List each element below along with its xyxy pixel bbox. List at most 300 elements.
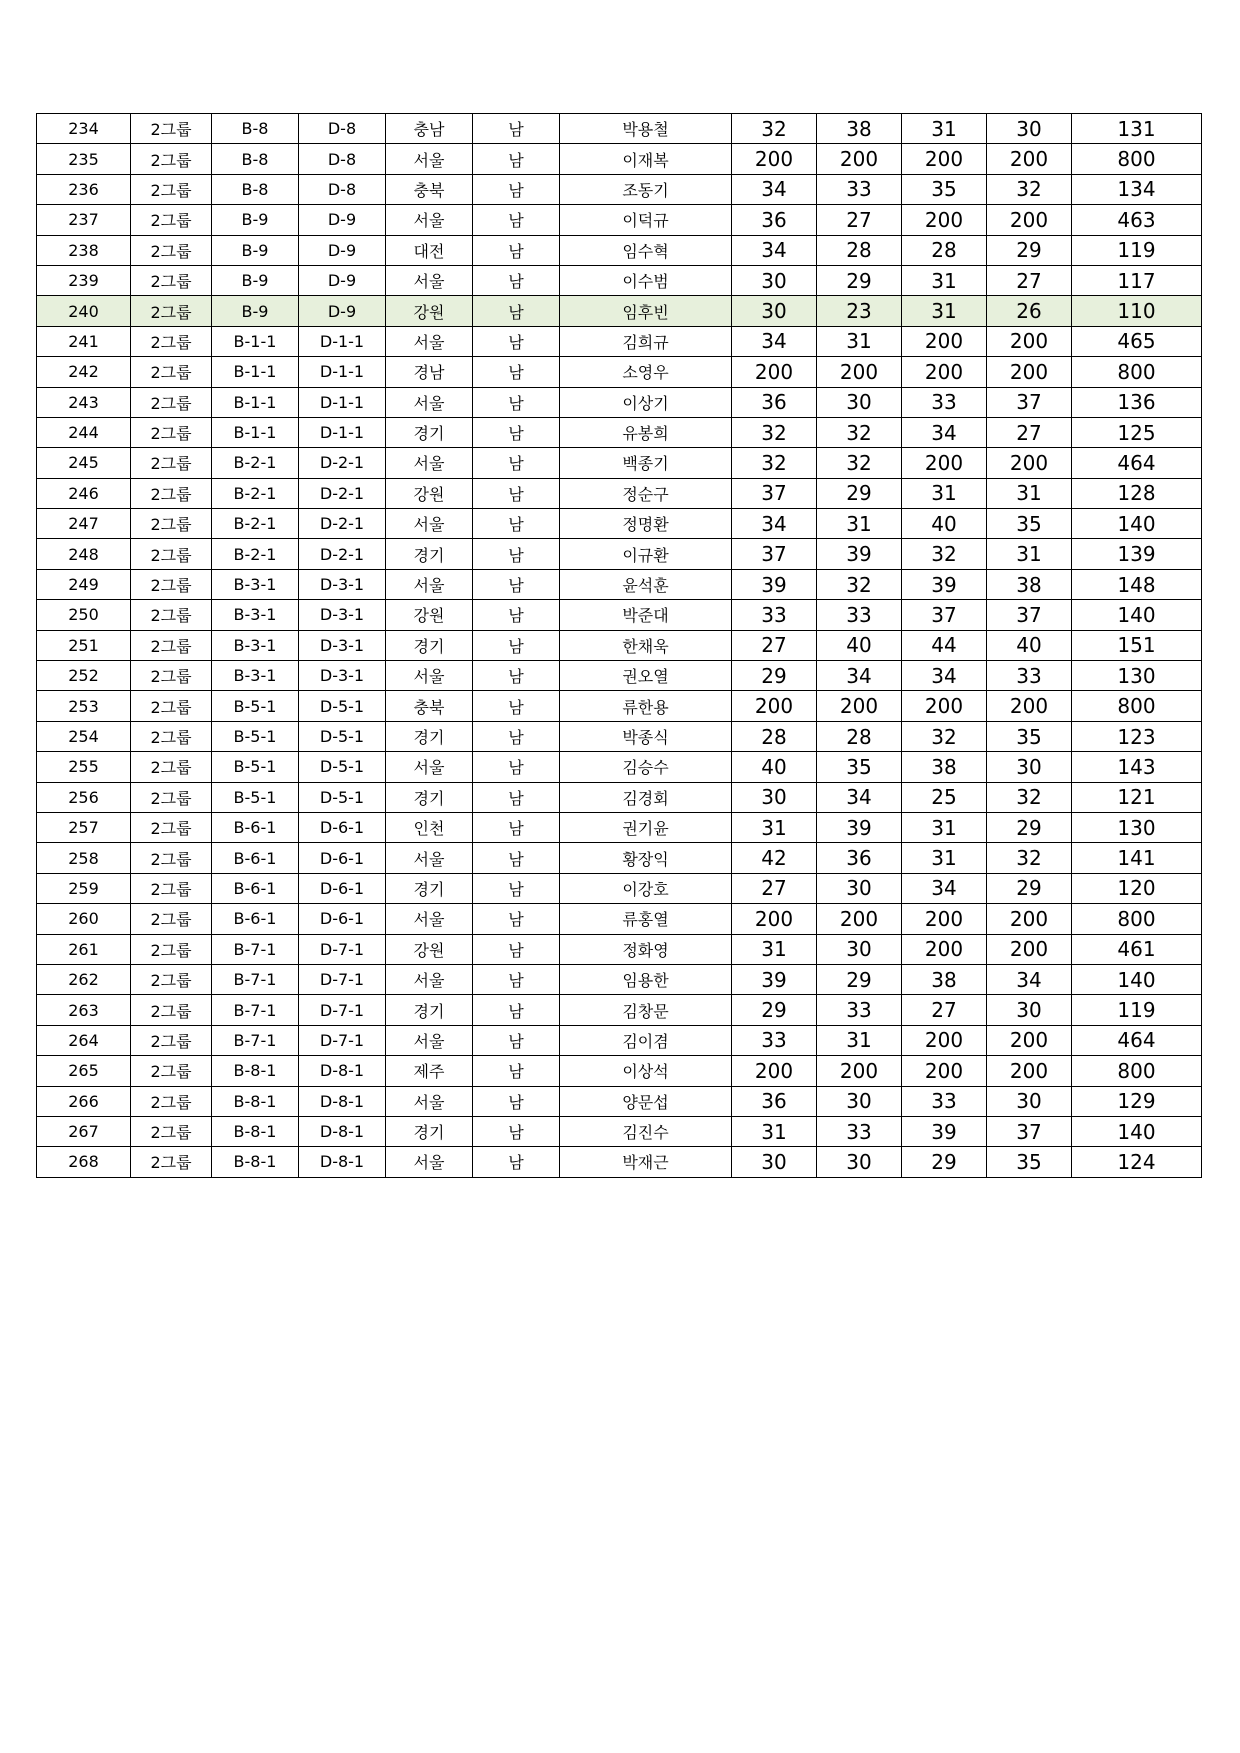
b-code-cell: B-8 — [212, 114, 299, 144]
table-row — [37, 1147, 1202, 1177]
region-cell: 경기 — [386, 417, 473, 447]
name-cell: 백종기 — [560, 448, 732, 478]
round4-score-cell: 30 — [987, 995, 1072, 1025]
table-row — [37, 752, 1202, 782]
region-cell: 강원 — [386, 478, 473, 508]
round3-score-cell: 33 — [902, 387, 987, 417]
round3-score-cell: 34 — [902, 873, 987, 903]
round3-score-cell: 200 — [902, 904, 987, 934]
round2-score-cell: 31 — [817, 1025, 902, 1055]
round1-score-cell: 31 — [732, 1116, 817, 1146]
b-code-cell: B-6-1 — [212, 904, 299, 934]
round4-score-cell: 30 — [987, 752, 1072, 782]
d-code-cell: D-8-1 — [299, 1056, 386, 1086]
round2-score-cell: 39 — [817, 539, 902, 569]
total-score-cell: 121 — [1072, 782, 1202, 812]
round3-score-cell: 28 — [902, 235, 987, 265]
round3-score-cell: 31 — [902, 843, 987, 873]
round3-score-cell: 34 — [902, 661, 987, 691]
group-cell: 2그룹 — [131, 235, 212, 265]
table-row — [37, 600, 1202, 630]
round1-score-cell: 29 — [732, 661, 817, 691]
region-cell: 서울 — [386, 205, 473, 235]
d-code-cell: D-6-1 — [299, 873, 386, 903]
round3-score-cell: 44 — [902, 630, 987, 660]
round2-score-cell: 29 — [817, 478, 902, 508]
group-cell: 2그룹 — [131, 296, 212, 326]
row-number-cell: 255 — [37, 752, 131, 782]
round2-score-cell: 28 — [817, 721, 902, 751]
gender-cell: 남 — [473, 296, 560, 326]
row-number-cell: 253 — [37, 691, 131, 721]
region-cell: 경기 — [386, 1116, 473, 1146]
d-code-cell: D-1-1 — [299, 417, 386, 447]
name-cell: 소영우 — [560, 357, 732, 387]
table-row — [37, 326, 1202, 356]
group-cell: 2그룹 — [131, 691, 212, 721]
gender-cell: 남 — [473, 873, 560, 903]
row-number-cell: 258 — [37, 843, 131, 873]
round2-score-cell: 23 — [817, 296, 902, 326]
table-row — [37, 174, 1202, 204]
region-cell: 강원 — [386, 600, 473, 630]
table-row — [37, 630, 1202, 660]
region-cell: 경기 — [386, 721, 473, 751]
round4-score-cell: 200 — [987, 205, 1072, 235]
table-row — [37, 1086, 1202, 1116]
gender-cell: 남 — [473, 1025, 560, 1055]
gender-cell: 남 — [473, 174, 560, 204]
round4-score-cell: 34 — [987, 964, 1072, 994]
gender-cell: 남 — [473, 357, 560, 387]
group-cell: 2그룹 — [131, 812, 212, 842]
round4-score-cell: 200 — [987, 1025, 1072, 1055]
round1-score-cell: 33 — [732, 1025, 817, 1055]
round3-score-cell: 200 — [902, 448, 987, 478]
row-number-cell: 247 — [37, 509, 131, 539]
region-cell: 서울 — [386, 1086, 473, 1116]
d-code-cell: D-8-1 — [299, 1147, 386, 1177]
gender-cell: 남 — [473, 630, 560, 660]
gender-cell: 남 — [473, 1116, 560, 1146]
total-score-cell: 800 — [1072, 1056, 1202, 1086]
total-score-cell: 134 — [1072, 174, 1202, 204]
round3-score-cell: 200 — [902, 1056, 987, 1086]
group-cell: 2그룹 — [131, 630, 212, 660]
name-cell: 류한용 — [560, 691, 732, 721]
group-cell: 2그룹 — [131, 144, 212, 174]
total-score-cell: 140 — [1072, 600, 1202, 630]
round1-score-cell: 30 — [732, 782, 817, 812]
round3-score-cell: 27 — [902, 995, 987, 1025]
table-row — [37, 812, 1202, 842]
row-number-cell: 237 — [37, 205, 131, 235]
total-score-cell: 130 — [1072, 812, 1202, 842]
name-cell: 조동기 — [560, 174, 732, 204]
d-code-cell: D-8 — [299, 114, 386, 144]
row-number-cell: 238 — [37, 235, 131, 265]
gender-cell: 남 — [473, 782, 560, 812]
round3-score-cell: 200 — [902, 144, 987, 174]
b-code-cell: B-8-1 — [212, 1056, 299, 1086]
group-cell: 2그룹 — [131, 448, 212, 478]
group-cell: 2그룹 — [131, 205, 212, 235]
d-code-cell: D-1-1 — [299, 326, 386, 356]
d-code-cell: D-3-1 — [299, 569, 386, 599]
gender-cell: 남 — [473, 995, 560, 1025]
d-code-cell: D-3-1 — [299, 630, 386, 660]
name-cell: 임후빈 — [560, 296, 732, 326]
round1-score-cell: 29 — [732, 995, 817, 1025]
total-score-cell: 140 — [1072, 1116, 1202, 1146]
d-code-cell: D-5-1 — [299, 782, 386, 812]
name-cell: 윤석훈 — [560, 569, 732, 599]
round1-score-cell: 27 — [732, 630, 817, 660]
round3-score-cell: 38 — [902, 752, 987, 782]
table-row — [37, 144, 1202, 174]
round2-score-cell: 29 — [817, 265, 902, 295]
round3-score-cell: 39 — [902, 1116, 987, 1146]
region-cell: 충남 — [386, 114, 473, 144]
round4-score-cell: 35 — [987, 509, 1072, 539]
row-number-cell: 267 — [37, 1116, 131, 1146]
d-code-cell: D-5-1 — [299, 752, 386, 782]
total-score-cell: 136 — [1072, 387, 1202, 417]
d-code-cell: D-2-1 — [299, 509, 386, 539]
round1-score-cell: 32 — [732, 448, 817, 478]
group-cell: 2그룹 — [131, 600, 212, 630]
group-cell: 2그룹 — [131, 873, 212, 903]
round1-score-cell: 27 — [732, 873, 817, 903]
round4-score-cell: 200 — [987, 934, 1072, 964]
group-cell: 2그룹 — [131, 539, 212, 569]
round2-score-cell: 34 — [817, 782, 902, 812]
table-row — [37, 448, 1202, 478]
gender-cell: 남 — [473, 934, 560, 964]
name-cell: 김승수 — [560, 752, 732, 782]
row-number-cell: 239 — [37, 265, 131, 295]
group-cell: 2그룹 — [131, 1147, 212, 1177]
round4-score-cell: 29 — [987, 812, 1072, 842]
round3-score-cell: 31 — [902, 114, 987, 144]
round1-score-cell: 36 — [732, 387, 817, 417]
name-cell: 황장익 — [560, 843, 732, 873]
round3-score-cell: 32 — [902, 721, 987, 751]
d-code-cell: D-2-1 — [299, 478, 386, 508]
round3-score-cell: 25 — [902, 782, 987, 812]
gender-cell: 남 — [473, 144, 560, 174]
group-cell: 2그룹 — [131, 782, 212, 812]
row-number-cell: 260 — [37, 904, 131, 934]
region-cell: 경기 — [386, 995, 473, 1025]
region-cell: 충북 — [386, 691, 473, 721]
group-cell: 2그룹 — [131, 417, 212, 447]
round1-score-cell: 31 — [732, 812, 817, 842]
round3-score-cell: 31 — [902, 296, 987, 326]
b-code-cell: B-5-1 — [212, 721, 299, 751]
row-number-cell: 243 — [37, 387, 131, 417]
row-number-cell: 249 — [37, 569, 131, 599]
b-code-cell: B-2-1 — [212, 509, 299, 539]
d-code-cell: D-8-1 — [299, 1116, 386, 1146]
name-cell: 박준대 — [560, 600, 732, 630]
total-score-cell: 125 — [1072, 417, 1202, 447]
b-code-cell: B-9 — [212, 205, 299, 235]
round1-score-cell: 39 — [732, 964, 817, 994]
round4-score-cell: 35 — [987, 721, 1072, 751]
round2-score-cell: 200 — [817, 904, 902, 934]
gender-cell: 남 — [473, 387, 560, 417]
round4-score-cell: 31 — [987, 478, 1072, 508]
round2-score-cell: 28 — [817, 235, 902, 265]
total-score-cell: 465 — [1072, 326, 1202, 356]
round4-score-cell: 38 — [987, 569, 1072, 599]
d-code-cell: D-9 — [299, 205, 386, 235]
row-number-cell: 245 — [37, 448, 131, 478]
group-cell: 2그룹 — [131, 174, 212, 204]
table-row — [37, 995, 1202, 1025]
b-code-cell: B-5-1 — [212, 782, 299, 812]
group-cell: 2그룹 — [131, 995, 212, 1025]
total-score-cell: 800 — [1072, 691, 1202, 721]
table-row — [37, 873, 1202, 903]
name-cell: 정명환 — [560, 509, 732, 539]
row-number-cell: 240 — [37, 296, 131, 326]
gender-cell: 남 — [473, 1086, 560, 1116]
region-cell: 경기 — [386, 630, 473, 660]
round4-score-cell: 200 — [987, 144, 1072, 174]
name-cell: 이수범 — [560, 265, 732, 295]
round4-score-cell: 32 — [987, 843, 1072, 873]
round4-score-cell: 29 — [987, 873, 1072, 903]
name-cell: 이강호 — [560, 873, 732, 903]
d-code-cell: D-7-1 — [299, 1025, 386, 1055]
table-row — [37, 934, 1202, 964]
d-code-cell: D-9 — [299, 265, 386, 295]
b-code-cell: B-2-1 — [212, 478, 299, 508]
round1-score-cell: 200 — [732, 144, 817, 174]
row-number-cell: 235 — [37, 144, 131, 174]
b-code-cell: B-2-1 — [212, 539, 299, 569]
total-score-cell: 151 — [1072, 630, 1202, 660]
region-cell: 서울 — [386, 448, 473, 478]
group-cell: 2그룹 — [131, 265, 212, 295]
total-score-cell: 110 — [1072, 296, 1202, 326]
round3-score-cell: 29 — [902, 1147, 987, 1177]
round2-score-cell: 30 — [817, 1086, 902, 1116]
b-code-cell: B-7-1 — [212, 964, 299, 994]
b-code-cell: B-8-1 — [212, 1116, 299, 1146]
round2-score-cell: 36 — [817, 843, 902, 873]
total-score-cell: 117 — [1072, 265, 1202, 295]
round1-score-cell: 34 — [732, 174, 817, 204]
total-score-cell: 800 — [1072, 904, 1202, 934]
table-row — [37, 235, 1202, 265]
round4-score-cell: 200 — [987, 904, 1072, 934]
d-code-cell: D-3-1 — [299, 661, 386, 691]
name-cell: 김이겸 — [560, 1025, 732, 1055]
group-cell: 2그룹 — [131, 509, 212, 539]
gender-cell: 남 — [473, 569, 560, 599]
table-row — [37, 417, 1202, 447]
row-number-cell: 246 — [37, 478, 131, 508]
gender-cell: 남 — [473, 691, 560, 721]
gender-cell: 남 — [473, 326, 560, 356]
group-cell: 2그룹 — [131, 904, 212, 934]
round1-score-cell: 34 — [732, 235, 817, 265]
gender-cell: 남 — [473, 509, 560, 539]
total-score-cell: 128 — [1072, 478, 1202, 508]
name-cell: 이상석 — [560, 1056, 732, 1086]
region-cell: 서울 — [386, 1147, 473, 1177]
d-code-cell: D-5-1 — [299, 721, 386, 751]
round2-score-cell: 30 — [817, 387, 902, 417]
name-cell: 박용철 — [560, 114, 732, 144]
round4-score-cell: 32 — [987, 174, 1072, 204]
round3-score-cell: 200 — [902, 1025, 987, 1055]
round2-score-cell: 30 — [817, 873, 902, 903]
b-code-cell: B-1-1 — [212, 326, 299, 356]
group-cell: 2그룹 — [131, 1025, 212, 1055]
b-code-cell: B-1-1 — [212, 387, 299, 417]
total-score-cell: 140 — [1072, 509, 1202, 539]
round2-score-cell: 200 — [817, 357, 902, 387]
b-code-cell: B-8-1 — [212, 1147, 299, 1177]
row-number-cell: 236 — [37, 174, 131, 204]
row-number-cell: 234 — [37, 114, 131, 144]
region-cell: 서울 — [386, 904, 473, 934]
round4-score-cell: 37 — [987, 387, 1072, 417]
total-score-cell: 129 — [1072, 1086, 1202, 1116]
table-row — [37, 569, 1202, 599]
round1-score-cell: 200 — [732, 357, 817, 387]
d-code-cell: D-1-1 — [299, 357, 386, 387]
gender-cell: 남 — [473, 539, 560, 569]
round1-score-cell: 30 — [732, 296, 817, 326]
b-code-cell: B-8 — [212, 144, 299, 174]
round3-score-cell: 34 — [902, 417, 987, 447]
table-row — [37, 964, 1202, 994]
gender-cell: 남 — [473, 235, 560, 265]
d-code-cell: D-7-1 — [299, 934, 386, 964]
row-number-cell: 256 — [37, 782, 131, 812]
b-code-cell: B-7-1 — [212, 934, 299, 964]
round1-score-cell: 32 — [732, 417, 817, 447]
gender-cell: 남 — [473, 661, 560, 691]
region-cell: 제주 — [386, 1056, 473, 1086]
round3-score-cell: 35 — [902, 174, 987, 204]
round4-score-cell: 37 — [987, 1116, 1072, 1146]
row-number-cell: 265 — [37, 1056, 131, 1086]
gender-cell: 남 — [473, 448, 560, 478]
group-cell: 2그룹 — [131, 1056, 212, 1086]
row-number-cell: 268 — [37, 1147, 131, 1177]
region-cell: 충북 — [386, 174, 473, 204]
b-code-cell: B-8-1 — [212, 1086, 299, 1116]
round1-score-cell: 32 — [732, 114, 817, 144]
b-code-cell: B-7-1 — [212, 1025, 299, 1055]
gender-cell: 남 — [473, 417, 560, 447]
name-cell: 권오열 — [560, 661, 732, 691]
round2-score-cell: 38 — [817, 114, 902, 144]
round2-score-cell: 34 — [817, 661, 902, 691]
row-number-cell: 259 — [37, 873, 131, 903]
round1-score-cell: 200 — [732, 1056, 817, 1086]
gender-cell: 남 — [473, 1147, 560, 1177]
round4-score-cell: 27 — [987, 417, 1072, 447]
gender-cell: 남 — [473, 205, 560, 235]
gender-cell: 남 — [473, 1056, 560, 1086]
b-code-cell: B-9 — [212, 235, 299, 265]
d-code-cell: D-6-1 — [299, 812, 386, 842]
row-number-cell: 251 — [37, 630, 131, 660]
round1-score-cell: 30 — [732, 1147, 817, 1177]
round2-score-cell: 32 — [817, 569, 902, 599]
b-code-cell: B-9 — [212, 265, 299, 295]
round4-score-cell: 32 — [987, 782, 1072, 812]
table-row — [37, 843, 1202, 873]
region-cell: 서울 — [386, 569, 473, 599]
table-row — [37, 265, 1202, 295]
row-number-cell: 266 — [37, 1086, 131, 1116]
round2-score-cell: 29 — [817, 964, 902, 994]
gender-cell: 남 — [473, 904, 560, 934]
b-code-cell: B-3-1 — [212, 569, 299, 599]
d-code-cell: D-9 — [299, 296, 386, 326]
d-code-cell: D-8 — [299, 144, 386, 174]
round1-score-cell: 36 — [732, 1086, 817, 1116]
b-code-cell: B-5-1 — [212, 752, 299, 782]
round2-score-cell: 200 — [817, 691, 902, 721]
gender-cell: 남 — [473, 114, 560, 144]
round4-score-cell: 200 — [987, 326, 1072, 356]
region-cell: 서울 — [386, 387, 473, 417]
round4-score-cell: 30 — [987, 1086, 1072, 1116]
total-score-cell: 464 — [1072, 1025, 1202, 1055]
gender-cell: 남 — [473, 265, 560, 295]
round3-score-cell: 200 — [902, 691, 987, 721]
round1-score-cell: 37 — [732, 539, 817, 569]
total-score-cell: 123 — [1072, 721, 1202, 751]
round2-score-cell: 30 — [817, 934, 902, 964]
d-code-cell: D-8-1 — [299, 1086, 386, 1116]
row-number-cell: 252 — [37, 661, 131, 691]
round1-score-cell: 40 — [732, 752, 817, 782]
d-code-cell: D-3-1 — [299, 600, 386, 630]
b-code-cell: B-9 — [212, 296, 299, 326]
round3-score-cell: 200 — [902, 357, 987, 387]
round1-score-cell: 37 — [732, 478, 817, 508]
total-score-cell: 139 — [1072, 539, 1202, 569]
d-code-cell: D-6-1 — [299, 843, 386, 873]
group-cell: 2그룹 — [131, 934, 212, 964]
gender-cell: 남 — [473, 478, 560, 508]
round1-score-cell: 33 — [732, 600, 817, 630]
total-score-cell: 141 — [1072, 843, 1202, 873]
name-cell: 박종식 — [560, 721, 732, 751]
total-score-cell: 464 — [1072, 448, 1202, 478]
total-score-cell: 124 — [1072, 1147, 1202, 1177]
d-code-cell: D-7-1 — [299, 995, 386, 1025]
round2-score-cell: 27 — [817, 205, 902, 235]
round3-score-cell: 31 — [902, 478, 987, 508]
round4-score-cell: 200 — [987, 1056, 1072, 1086]
group-cell: 2그룹 — [131, 114, 212, 144]
round3-score-cell: 32 — [902, 539, 987, 569]
d-code-cell: D-6-1 — [299, 904, 386, 934]
row-number-cell: 264 — [37, 1025, 131, 1055]
round2-score-cell: 39 — [817, 812, 902, 842]
